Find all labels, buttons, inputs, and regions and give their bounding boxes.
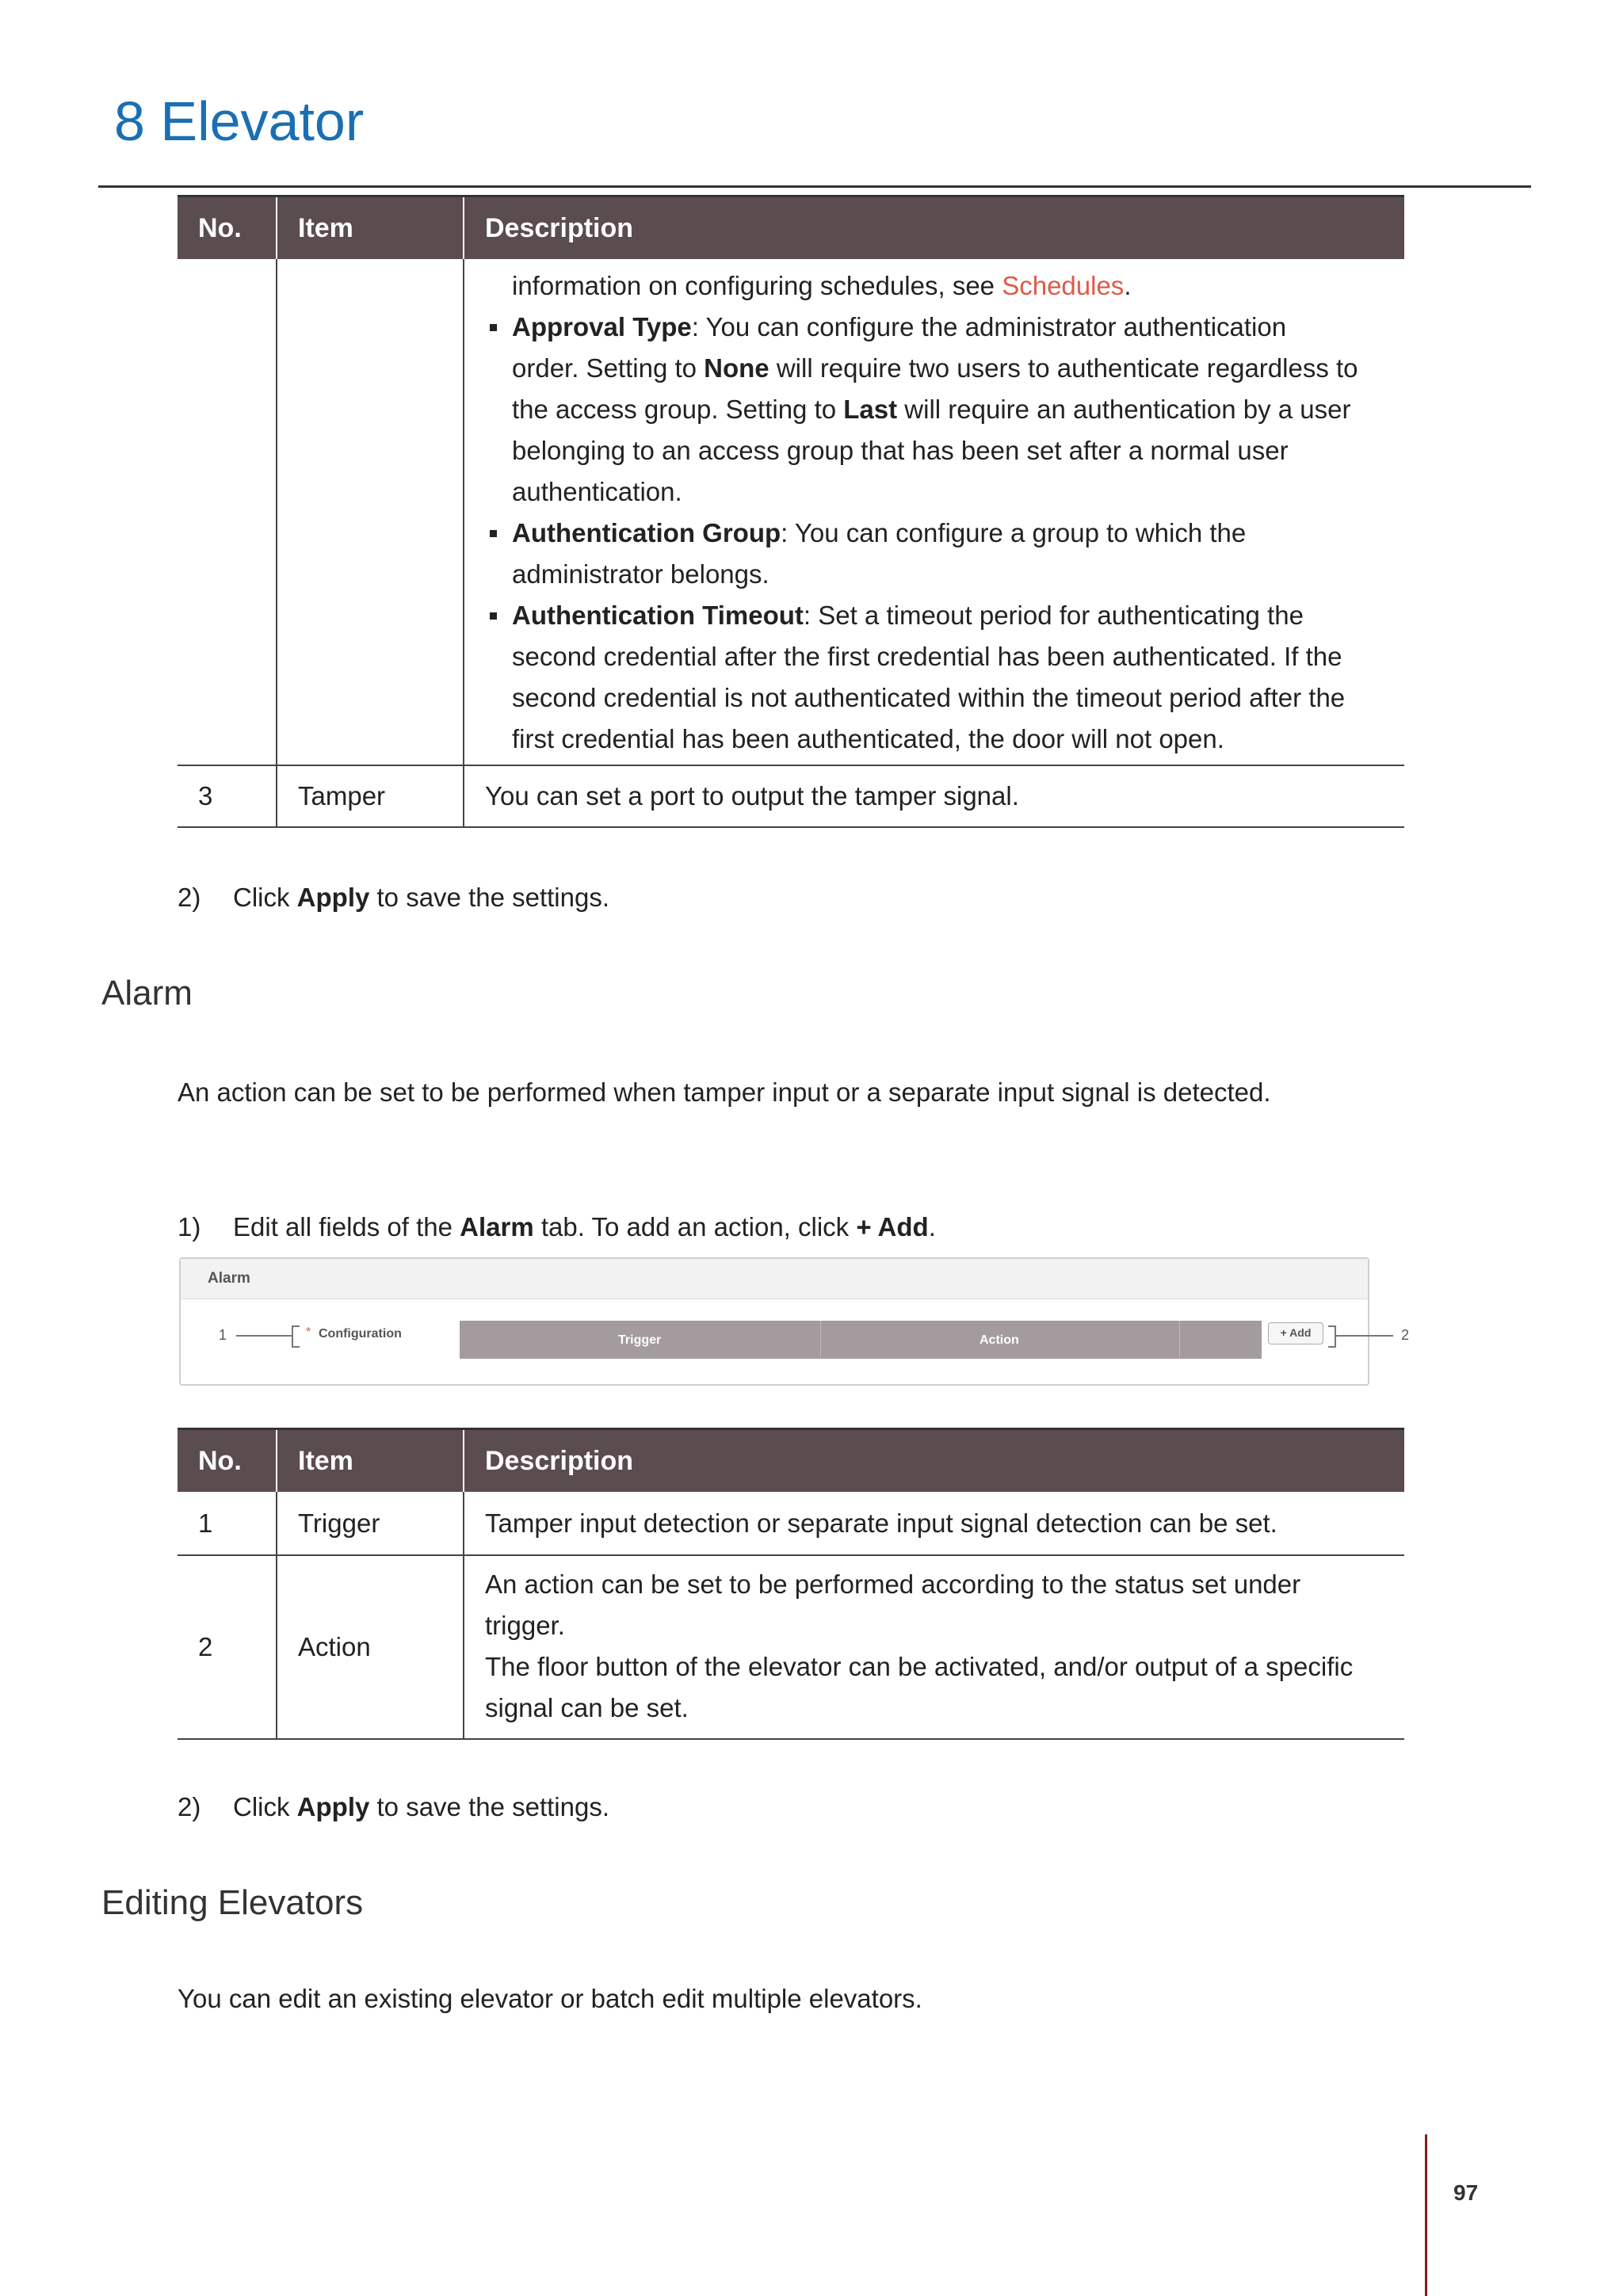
apply-step: 2) Click Apply to save the settings. — [178, 883, 610, 912]
cell-description: Tamper input detection or separate input signal detection can be set. — [464, 1492, 1404, 1555]
header-no: No. — [178, 1429, 277, 1493]
trigger-column — [460, 1321, 821, 1359]
alarm-panel-title: Alarm — [208, 1270, 250, 1287]
header-item: Item — [277, 196, 464, 260]
action-column — [821, 1321, 1180, 1359]
table-row — [178, 259, 1404, 765]
alarm-tab-screenshot — [179, 1257, 1410, 1386]
cell-no: 2 — [178, 1555, 277, 1739]
action-grid-header — [460, 1321, 1262, 1359]
cell-item: Trigger — [277, 1492, 464, 1555]
cell-no: 1 — [178, 1492, 277, 1555]
alarm-panel-header — [181, 1259, 1368, 1299]
callout-1-bracket — [292, 1325, 300, 1348]
callout-1-line — [236, 1335, 292, 1337]
schedules-link[interactable]: Schedules — [1002, 271, 1125, 300]
action-column-label: Action — [980, 1333, 1019, 1347]
trigger-column-label: Trigger — [618, 1333, 662, 1347]
chapter-title: 8 Elevator — [114, 90, 365, 152]
header-description: Description — [464, 1429, 1404, 1493]
cell-description — [464, 259, 1404, 765]
cell-no: 3 — [178, 765, 277, 827]
header-item: Item — [277, 1429, 464, 1493]
cell-item: Tamper — [277, 765, 464, 827]
header-rule — [98, 185, 1531, 188]
table-row — [178, 1555, 1404, 1739]
cell-item: Action — [277, 1555, 464, 1739]
alarm-intro: An action can be set to be performed when tamper input or a separate input signal is detected. — [178, 1077, 1271, 1107]
required-mark: * — [306, 1325, 311, 1339]
table-row — [178, 765, 1404, 827]
table-row — [178, 1492, 1404, 1555]
page-number-bar — [1425, 2134, 1427, 2296]
configuration-label: Configuration — [319, 1327, 402, 1341]
cell-item — [277, 259, 464, 765]
cell-description: You can set a port to output the tamper signal. — [464, 765, 1404, 827]
callout-1: 1 — [219, 1327, 227, 1343]
list-item: Authentication Group: You can configure a group to which the administrator belongs. — [485, 513, 1404, 595]
section-title-alarm: Alarm — [101, 974, 193, 1013]
callout-2-line — [1336, 1335, 1393, 1337]
list-item: Approval Type: You can configure the administrator authentication order. Setting to None will require two users to authenticate regardless to the access group. Setting to Last will require an authentication by a user belonging to an access group that has been set after a normal user authentication. — [485, 307, 1404, 513]
add-action-button[interactable]: + Add — [1268, 1322, 1323, 1344]
callout-2: 2 — [1401, 1327, 1410, 1343]
header-description: Description — [464, 196, 1404, 260]
alarm-fields-table — [178, 1428, 1404, 1740]
option-list — [485, 307, 1404, 760]
cell-description: An action can be set to be performed according to the status set under trigger. The floor button of the elevator can be activated, and/or output of a specific signal can be set. — [464, 1555, 1404, 1739]
schedule-reference: information on configuring schedules, see Schedules. — [512, 271, 1132, 300]
cell-no — [178, 259, 277, 765]
list-item: Authentication Timeout: Set a timeout period for authenticating the second credential after the first credential has been authenticated. If the second credential is not authenticated within the timeout period after the first credential has been authenticated, the door will not open. — [485, 595, 1404, 760]
alarm-step: 1) Edit all fields of the Alarm tab. To add an action, click + Add. — [178, 1212, 936, 1241]
section-title-editing-elevators: Editing Elevators — [101, 1883, 364, 1922]
apply-step: 2) Click Apply to save the settings. — [178, 1792, 610, 1821]
settings-table-continued — [178, 195, 1404, 828]
header-no: No. — [178, 196, 277, 260]
callout-2-bracket — [1328, 1325, 1336, 1348]
editing-intro: You can edit an existing elevator or batch edit multiple elevators. — [178, 1984, 922, 2013]
page-number: 97 — [1453, 2180, 1479, 2205]
